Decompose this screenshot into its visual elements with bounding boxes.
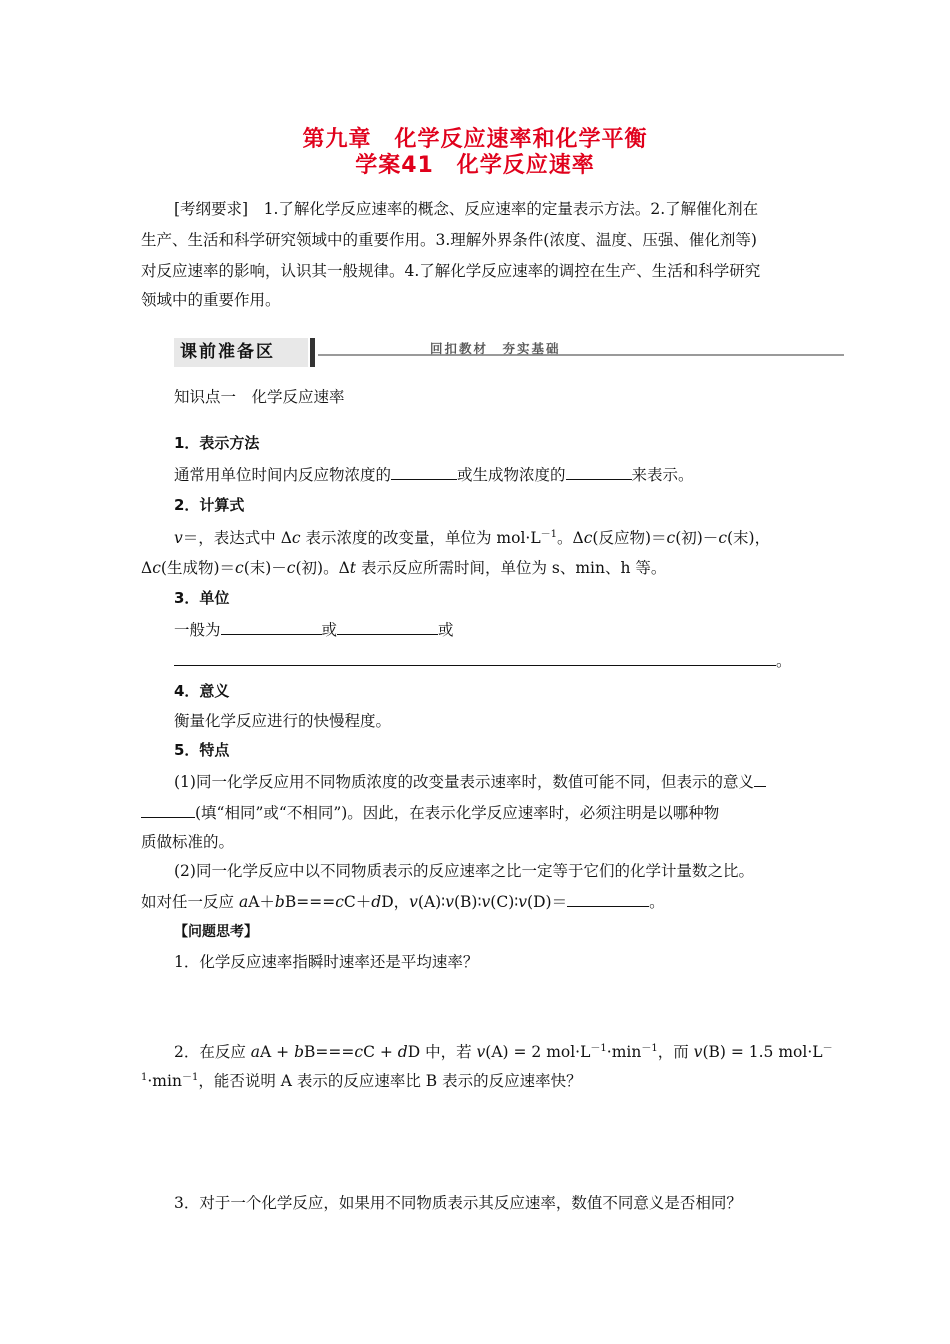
text: 或 — [321, 621, 338, 639]
text: (B)∶ — [453, 893, 482, 911]
text: ·min — [147, 1072, 182, 1091]
var: c — [666, 529, 676, 548]
var: c — [235, 559, 244, 577]
section-4-text: 衡量化学反应进行的快慢程度。 — [174, 712, 392, 730]
text: 来表示。 — [631, 466, 694, 484]
thinking-heading: 【问题思考】 — [174, 924, 258, 940]
fill-blank[interactable] — [221, 620, 322, 635]
text: 或生成物浓度的 — [457, 466, 566, 484]
text: 如对任一反应 — [141, 893, 239, 911]
var: v — [693, 1043, 703, 1062]
text: (初)。Δ — [295, 559, 350, 577]
var: c — [583, 529, 593, 548]
fill-blank[interactable] — [337, 620, 438, 635]
var: v — [476, 1043, 486, 1062]
var: c — [286, 559, 296, 577]
exam-req-line1: [考纲要求] 1.了解化学反应速率的概念、反应速率的定量表示方法。2.了解催化剂在 — [174, 200, 759, 218]
section-1-title: 1．表示方法 — [174, 434, 260, 452]
text: (末)， — [727, 529, 771, 548]
text: C＋ — [343, 893, 372, 911]
question-2-line1 — [174, 1039, 833, 1062]
fill-blank[interactable] — [567, 892, 649, 907]
fill-blank[interactable] — [174, 651, 776, 666]
var: c — [152, 559, 161, 577]
text: (末)－ — [243, 559, 287, 577]
section-3-line1 — [174, 618, 454, 640]
text: (B) = 1.5 mol·L — [702, 1043, 823, 1062]
case-title: 学案41 化学反应速率 — [355, 153, 595, 178]
text: 表示反应所需时间，单位为 s、min、h 等。 — [356, 559, 667, 577]
var: c — [335, 893, 344, 911]
text: 通常用单位时间内反应物浓度的 — [174, 466, 392, 484]
superscript: －1 — [181, 1072, 199, 1083]
text: (生成物)＝ — [160, 559, 235, 577]
var: b — [294, 1043, 305, 1062]
banner-rule — [318, 354, 844, 356]
var: v — [409, 893, 418, 911]
section-3-title: 3．单位 — [174, 589, 230, 607]
text: (填“相同”或“不相同”)。因此，在表示化学反应速率时，必须注明是以哪种物 — [195, 804, 720, 822]
text: (D)＝ — [527, 893, 568, 911]
text: 。 — [776, 652, 792, 670]
section-banner — [174, 338, 308, 367]
text: D 中，若 — [407, 1043, 477, 1062]
superscript: －1 — [590, 1043, 607, 1054]
text: (反应物)＝ — [592, 529, 667, 548]
text: 表示浓度的改变量，单位为 mol·L — [300, 529, 541, 548]
section-5-p2-line1: (2)同一化学反应中以不同物质表示的反应速率之比一定等于它们的化学计量数之比。 — [174, 862, 754, 880]
var: a — [250, 1043, 261, 1062]
text: (C)∶ — [490, 893, 519, 911]
var: v — [445, 893, 454, 911]
text: D， — [381, 893, 410, 911]
text: (初)－ — [675, 529, 719, 548]
banner-label: 课前准备区 — [180, 342, 275, 362]
fill-blank[interactable] — [566, 465, 632, 480]
section-5-p1-line1 — [174, 770, 766, 792]
text: B=== — [304, 1043, 355, 1062]
text: ＝，表达式中 Δ — [182, 529, 292, 548]
var: v — [518, 893, 528, 911]
var: d — [397, 1043, 408, 1062]
section-5-p2-line2 — [141, 890, 665, 912]
exam-req-line2: 生产、生活和科学研究领域中的重要作用。3.理解外界条件(浓度、温度、压强、催化剂等) — [141, 231, 757, 249]
text: B=== — [284, 893, 336, 911]
fill-blank[interactable] — [391, 465, 457, 480]
var: b — [274, 893, 285, 911]
var: c — [354, 1043, 364, 1062]
superscript: － — [822, 1043, 833, 1054]
exam-req-line3: 对反应速率的影响，认识其一般规律。4.了解化学反应速率的调控在生产、生活和科学研究 — [141, 262, 761, 280]
question-3: 3．对于一个化学反应，如果用不同物质表示其反应速率，数值不同意义是否相同？ — [174, 1194, 742, 1212]
knowledge-point-title: 知识点一 化学反应速率 — [174, 388, 345, 406]
text: C + — [363, 1043, 398, 1062]
text: 。 — [649, 893, 665, 911]
fill-blank[interactable] — [141, 803, 195, 818]
section-5-p1-line2 — [141, 801, 719, 823]
text: Δ — [141, 559, 153, 577]
section-5-title: 5．特点 — [174, 741, 230, 759]
fill-blank[interactable] — [754, 772, 766, 787]
var: d — [371, 893, 382, 911]
section-2-title: 2．计算式 — [174, 496, 245, 514]
text: 一般为 — [174, 621, 221, 639]
section-1-text — [174, 463, 694, 485]
text: ·min — [606, 1043, 642, 1062]
chapter-title: 第九章 化学反应速率和化学平衡 — [302, 127, 648, 152]
text: 。Δ — [557, 529, 584, 548]
text: ，而 — [657, 1043, 694, 1062]
var: v — [481, 893, 491, 911]
text: (A)∶ — [417, 893, 446, 911]
var: a — [238, 893, 249, 911]
section-3-line2 — [174, 649, 792, 671]
section-2-line1 — [174, 525, 770, 548]
text: A＋ — [248, 893, 275, 911]
var: c — [718, 529, 727, 548]
var: v — [174, 529, 183, 548]
text: (A) = 2 mol·L — [485, 1043, 591, 1062]
text: A + — [260, 1043, 295, 1062]
section-2-line2 — [141, 556, 666, 578]
text: 2．在反应 — [174, 1043, 251, 1062]
section-5-p1-line3: 质做标准的。 — [141, 833, 235, 851]
text: ，能否说明 A 表示的反应速率比 B 表示的反应速率快？ — [198, 1072, 582, 1091]
banner-divider — [310, 338, 315, 367]
text: (1)同一化学反应用不同物质浓度的改变量表示速率时，数值可能不同，但表示的意义 — [174, 773, 754, 791]
banner-sub-label: 回扣教材 夯实基础 — [430, 341, 561, 356]
question-2-line2 — [141, 1068, 582, 1091]
superscript: －1 — [540, 529, 558, 540]
var: c — [291, 529, 301, 548]
question-1: 1．化学反应速率指瞬时速率还是平均速率？ — [174, 953, 479, 971]
text: 或 — [438, 621, 454, 639]
superscript: 1 — [141, 1072, 148, 1083]
exam-req-line4: 领域中的重要作用。 — [141, 291, 281, 309]
var: t — [349, 559, 357, 577]
superscript: －1 — [641, 1043, 658, 1054]
section-4-title: 4．意义 — [174, 682, 230, 700]
